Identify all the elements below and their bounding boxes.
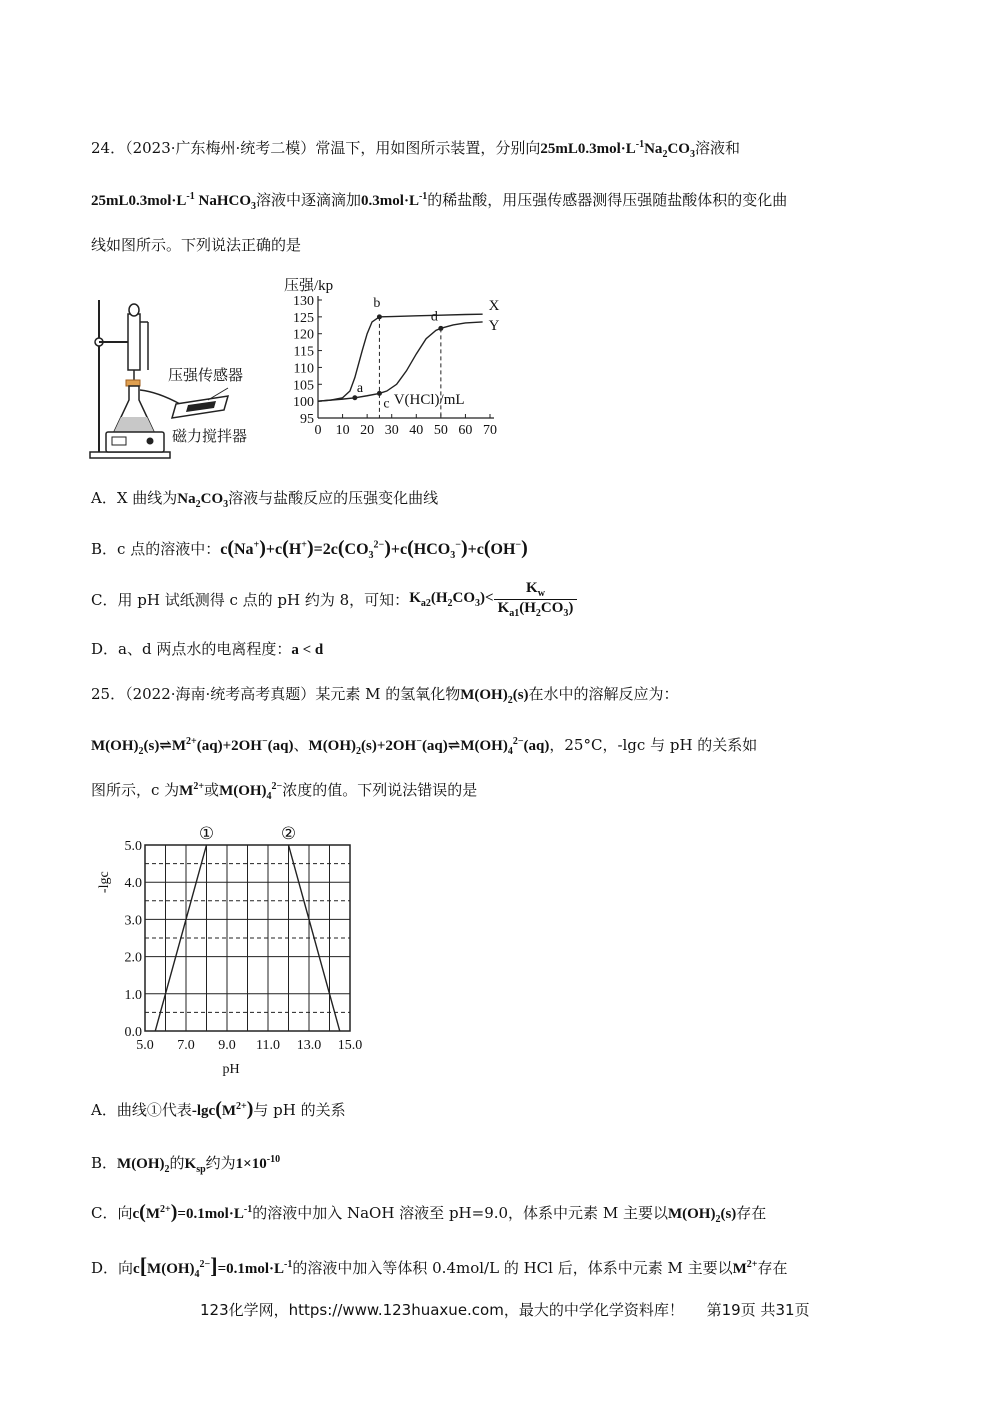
- y-tick-label: 2.0: [124, 950, 142, 966]
- formula: $c(M^{2+})=0.1mol\cdot L^{-1}$: [132, 1201, 253, 1223]
- equation-1: $M(OH)_2(s)\rightleftharpoons M^{2+}(aq)+2OH^-(aq)$: [91, 736, 294, 757]
- x-tick-label: 15.0: [337, 1038, 363, 1053]
- x-tick-label: 13.0: [296, 1038, 322, 1053]
- dropping-funnel: [128, 314, 140, 370]
- footer-site: 123化学网，https://www.123huaxue.com，最大的中学化学资料库！: [200, 1301, 684, 1319]
- x-tick-label: 30: [384, 423, 399, 438]
- y-tick-label: 115: [293, 344, 314, 360]
- question-source: （2022·海南·统考高考真题）: [125, 685, 316, 703]
- y-tick-label: 5.0: [124, 839, 142, 854]
- series-label-1: ①: [198, 824, 215, 843]
- q24-line-1: [91, 137, 740, 160]
- point-label-d: d: [430, 309, 438, 325]
- formula: $-\lg c(M^{2+})$: [191, 1098, 254, 1120]
- footer-page: 第19页 共31页: [706, 1301, 810, 1319]
- stem-text: 线如图所示。下列说法正确的是: [91, 236, 302, 254]
- y-axis-title: -lgc: [97, 871, 112, 894]
- y-tick-label: 110: [293, 361, 314, 377]
- q24-option-a: A．X 曲线为$Na_2CO_3$溶液与盐酸反应的压强变化曲线: [91, 489, 439, 510]
- nahco3-formula: $25mL0.3mol\cdot L^{-1}$ NaHCO$_3$: [91, 191, 257, 212]
- y-tick-label: 120: [293, 327, 314, 343]
- ion: $M^{2+}$: [179, 781, 205, 799]
- hcl-conc: $0.3mol\cdot L^{-1}$: [361, 191, 428, 209]
- formula: $c[M(OH)_4^{2-}]=0.1mol\cdot L^{-1}$: [133, 1253, 293, 1280]
- point-b: [377, 314, 382, 319]
- q24-option-b: B．c 点的溶液中：$c(Na^+)+c(H^+)=2c(CO_3^{2-})+c(HCO_3^-)+c(OH^-)$: [91, 537, 528, 562]
- stand-base: [90, 452, 170, 458]
- q24-line-3: [91, 234, 301, 255]
- y-tick-label: 95: [300, 412, 314, 427]
- x-tick-label: 50: [433, 423, 448, 438]
- y-tick-label: 125: [293, 310, 314, 326]
- formula: a < d: [291, 642, 324, 658]
- stirrer-label: 磁力搅拌器: [172, 427, 248, 445]
- y-tick-label: 1.0: [124, 987, 142, 1003]
- y-tick-label: 3.0: [124, 913, 142, 929]
- y-tick-label: 130: [293, 294, 314, 309]
- formula: $Na_2CO_3$: [177, 491, 229, 510]
- x-axis-title: pH: [222, 1062, 240, 1077]
- na2co3-formula: $25mL0.3mol\cdot L^{-1}Na_2CO_3$: [540, 139, 695, 160]
- sensor-label: 压强传感器: [168, 366, 244, 384]
- pressure-chart: [270, 270, 530, 462]
- series-label-2: ②: [280, 824, 297, 843]
- x-tick-label: 0: [314, 423, 322, 438]
- ksp-value: $1\times 10^{-10}$: [235, 1154, 281, 1172]
- x-tick-label: 60: [458, 423, 473, 438]
- point-label-b: b: [373, 295, 381, 311]
- x-tick-label: 20: [360, 423, 375, 438]
- q24-option-c: C．用 pH 试纸测得 c 点的 pH 约为 8，可知：$K_{a2}(H_2CO_3)<$ $\frac{K_w}{K_{a1}(H_2CO_3)}$: [91, 580, 577, 619]
- point-a: [352, 395, 357, 400]
- ksp: $K_{sp}$: [184, 1156, 206, 1175]
- series-line-2: [289, 845, 340, 1031]
- series-line-X: [318, 314, 483, 401]
- q25-option-a: A．曲线①代表$-\lg c(M^{2+})$与 pH 的关系: [91, 1098, 346, 1120]
- stem-text: 溶液和: [694, 139, 740, 157]
- x-tick-label: 70: [483, 423, 497, 438]
- point-label-a: a: [356, 380, 364, 396]
- x-tick-label: 10: [335, 423, 350, 438]
- formula: $M(OH)_2(s)$: [460, 687, 529, 706]
- q24-line-2: [91, 189, 787, 212]
- question-source: （2023·广东梅州·统考二模）: [125, 139, 316, 157]
- stem-text: 常温下，用如图所示装置，分别向: [315, 139, 541, 157]
- series-line-Y: [318, 322, 483, 401]
- point-d: [438, 326, 443, 331]
- y-tick-label: 0.0: [124, 1025, 142, 1040]
- series-label-Y: Y: [488, 317, 500, 334]
- lgc-ph-chart: [90, 820, 370, 1082]
- x-tick-label: 11.0: [256, 1038, 280, 1053]
- formula: $M(OH)_2$: [117, 1156, 170, 1175]
- stem-text: 溶液中逐滴滴加: [256, 191, 362, 209]
- q25-line-1: 25．（2022·海南·统考高考真题）某元素 M 的氢氧化物$M(OH)_2(s)$在水中的溶解反应为：: [91, 685, 679, 706]
- x-tick-label: 9.0: [218, 1038, 236, 1053]
- x-tick-label: 7.0: [177, 1038, 195, 1053]
- q25-option-c: C．向$c(M^{2+})=0.1mol\cdot L^{-1}$的溶液中加入 NaOH 溶液至 pH=9.0，体系中元素 M 主要以$M(OH)_2(s)$存在: [91, 1201, 767, 1225]
- question-number: 25．: [91, 685, 126, 703]
- point-label-c: c: [383, 396, 390, 412]
- series-label-X: X: [488, 298, 500, 315]
- x-tick-label: 40: [409, 423, 424, 438]
- q24-option-d: D．a、d 两点水的电离程度：a < d: [91, 640, 324, 658]
- ion: $M(OH)_4^{2-}$: [219, 781, 283, 802]
- point-c: [377, 391, 382, 396]
- x-tick-label: 5.0: [136, 1038, 154, 1053]
- x-axis-title: V(HCl)/mL: [393, 392, 465, 408]
- stem-text: 的稀盐酸，用压强传感器测得压强随盐酸体积的变化曲: [427, 191, 788, 209]
- footer: [200, 1299, 810, 1320]
- charge-balance-formula: $c(Na^+)+c(H^+)=2c(CO_3^{2-})+c(HCO_3^-)+c(OH^-)$: [220, 537, 528, 562]
- q25-line-3: 图所示，c 为$M^{2+}$或$M(OH)_4^{2-}$浓度的值。下列说法错误的是: [91, 781, 478, 802]
- y-tick-label: 4.0: [124, 876, 142, 892]
- q25-option-b: B．$M(OH)_2$的$K_{sp}$约为$1\times 10^{-10}$: [91, 1154, 281, 1175]
- formula: $M(OH)_2(s)$: [667, 1206, 737, 1225]
- y-axis-title: 压强/kp: [284, 278, 334, 294]
- y-tick-label: 105: [293, 378, 314, 394]
- question-number: 24．: [91, 139, 126, 157]
- equation-2: $M(OH)_2(s)+2OH^-(aq)\rightleftharpoons M(OH)_4^{2-}(aq)$: [308, 736, 550, 757]
- ka2-formula: $K_{a2}(H_2CO_3)<$: [409, 590, 494, 609]
- kw-fraction: $\frac{K_w}{K_{a1}(H_2CO_3)}$: [494, 580, 578, 619]
- q25-option-d: D．向$c[M(OH)_4^{2-}]=0.1mol\cdot L^{-1}$的溶液中加入等体积 0.4mol/L 的 HCl 后，体系中元素 M 主要以$M^{2+}$存在: [91, 1253, 788, 1280]
- ion: $M^{2+}$: [732, 1259, 758, 1277]
- q25-line-2: $M(OH)_2(s)\rightleftharpoons M^{2+}(aq)+2OH^-(aq)$、$M(OH)_2(s)+2OH^-(aq)\rightleftharpoons M(OH)_4^{2-}(aq)$，25°C，-lgc 与 pH 的关系如: [91, 736, 758, 757]
- y-tick-label: 100: [293, 395, 314, 411]
